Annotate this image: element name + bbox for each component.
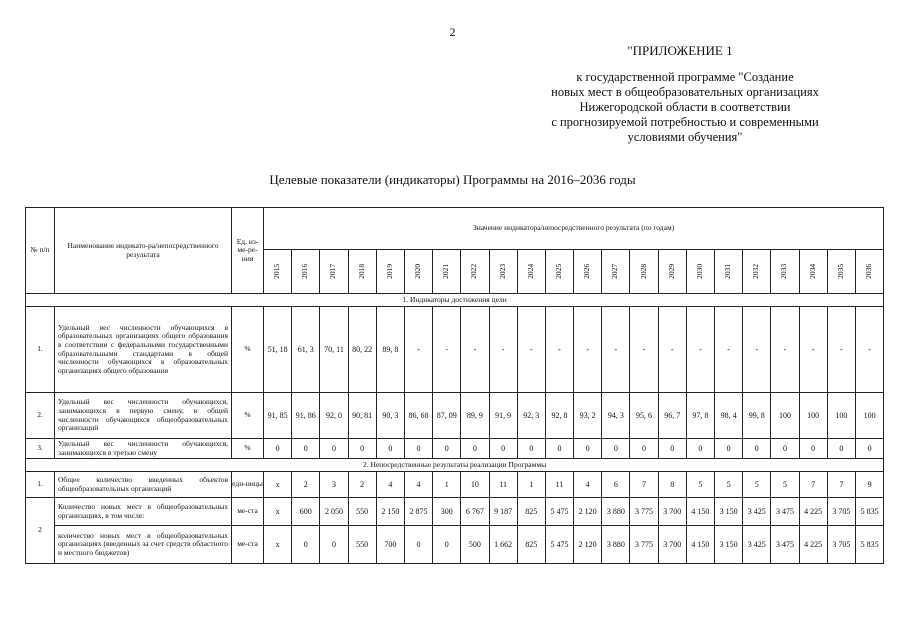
value-cell: 0 <box>433 526 461 564</box>
value-cell: 3 775 <box>630 526 658 564</box>
year-header <box>320 250 348 294</box>
value-cell: 5 <box>771 472 799 498</box>
year-label: 2036 <box>864 264 874 279</box>
year-header <box>771 250 799 294</box>
value-cell: 100 <box>855 393 883 439</box>
value-cell: 0 <box>517 439 545 459</box>
value-cell: 0 <box>292 526 320 564</box>
unit-cell: ме-ста <box>232 526 264 564</box>
value-cell: - <box>489 307 517 393</box>
value-cell: 2 150 <box>376 498 404 526</box>
year-label: 2032 <box>751 264 761 279</box>
year-header <box>630 250 658 294</box>
value-cell: 3 705 <box>827 498 855 526</box>
year-header <box>658 250 686 294</box>
value-cell: 0 <box>264 439 292 459</box>
year-header <box>376 250 404 294</box>
year-header <box>602 250 630 294</box>
year-label: 2015 <box>272 264 282 279</box>
value-cell: 550 <box>348 498 376 526</box>
value-cell: 0 <box>433 439 461 459</box>
value-cell: 98, 4 <box>715 393 743 439</box>
year-label: 2019 <box>385 264 395 279</box>
table-row <box>26 472 884 498</box>
value-cell: 0 <box>771 439 799 459</box>
table-row <box>26 498 884 526</box>
indicator-name: Удельный вес численности обучающихся, занимающихся в третью смену <box>55 439 232 459</box>
value-cell: 2 050 <box>320 498 348 526</box>
section-title: 1. Индикаторы достижения цели <box>26 294 884 307</box>
value-cell: 0 <box>686 439 714 459</box>
value-cell: 10 <box>461 472 489 498</box>
value-cell: 825 <box>517 526 545 564</box>
year-header <box>264 250 292 294</box>
year-header <box>517 250 545 294</box>
indicator-name: количество новых мест в общеобразовательных организациях (введенных за счет средств областного и местного бюджетов) <box>55 526 232 564</box>
year-label: 2020 <box>413 264 423 279</box>
unit-cell: еди-ницы <box>232 472 264 498</box>
value-cell: 0 <box>461 439 489 459</box>
value-cell: 600 <box>292 498 320 526</box>
header-row <box>26 208 884 250</box>
value-cell: 92, 8 <box>545 393 573 439</box>
value-cell: 3 705 <box>827 526 855 564</box>
value-cell: - <box>602 307 630 393</box>
indicator-name: Удельный вес численности обучающихся, занимающихся в первую смену, в общей численности обучающихся общеобразовательных организаций <box>55 393 232 439</box>
value-cell: 70, 11 <box>320 307 348 393</box>
value-cell: 1 <box>517 472 545 498</box>
value-cell: 0 <box>320 439 348 459</box>
value-cell: - <box>855 307 883 393</box>
year-header <box>686 250 714 294</box>
value-cell: 89, 9 <box>461 393 489 439</box>
value-cell: - <box>827 307 855 393</box>
value-cell: 92, 0 <box>320 393 348 439</box>
value-cell: 7 <box>827 472 855 498</box>
value-cell: 5 835 <box>855 526 883 564</box>
value-cell: 80, 22 <box>348 307 376 393</box>
value-cell: - <box>743 307 771 393</box>
appendix-line: к государственной программе "Создание <box>576 70 794 84</box>
value-cell: 5 475 <box>545 526 573 564</box>
value-cell: 6 767 <box>461 498 489 526</box>
value-cell: 9 <box>855 472 883 498</box>
value-cell: 92, 3 <box>517 393 545 439</box>
year-label: 2029 <box>666 264 676 279</box>
value-cell: 11 <box>545 472 573 498</box>
value-cell: 0 <box>320 526 348 564</box>
year-label: 2021 <box>441 264 451 279</box>
year-header <box>489 250 517 294</box>
value-cell: 3 475 <box>771 498 799 526</box>
value-cell: 4 225 <box>799 526 827 564</box>
value-cell: 3 700 <box>658 526 686 564</box>
appendix-subtitle <box>500 70 870 145</box>
indicator-name: Количество новых мест в общеобразовательных организациях, в том числе: <box>55 498 232 526</box>
value-cell: 0 <box>376 439 404 459</box>
value-cell: 0 <box>743 439 771 459</box>
value-cell: - <box>574 307 602 393</box>
value-cell: 7 <box>630 472 658 498</box>
value-cell: 5 <box>686 472 714 498</box>
value-cell: 96, 7 <box>658 393 686 439</box>
value-cell: 5 <box>743 472 771 498</box>
value-cell: - <box>517 307 545 393</box>
value-cell: 3 425 <box>743 498 771 526</box>
year-header <box>461 250 489 294</box>
section-row <box>26 294 884 307</box>
value-cell: 9 187 <box>489 498 517 526</box>
appendix-line: Нижегородской области в соответствии <box>579 100 791 114</box>
year-header <box>855 250 883 294</box>
value-cell: 2 <box>292 472 320 498</box>
year-header <box>827 250 855 294</box>
table-row <box>26 307 884 393</box>
year-header <box>743 250 771 294</box>
value-cell: 4 <box>376 472 404 498</box>
value-cell: 95, 6 <box>630 393 658 439</box>
value-cell: 0 <box>292 439 320 459</box>
year-label: 2022 <box>469 264 479 279</box>
value-cell: 100 <box>771 393 799 439</box>
value-cell: 5 <box>715 472 743 498</box>
table-row <box>26 439 884 459</box>
value-cell: 0 <box>545 439 573 459</box>
value-cell: 11 <box>489 472 517 498</box>
year-label: 2028 <box>638 264 648 279</box>
value-cell: 3 775 <box>630 498 658 526</box>
value-cell: 2 875 <box>404 498 432 526</box>
year-header <box>348 250 376 294</box>
value-cell: 5 835 <box>855 498 883 526</box>
section-title: 2. Непосредственные результаты реализации Программы <box>26 459 884 472</box>
year-label: 2027 <box>610 264 620 279</box>
year-header <box>292 250 320 294</box>
indicator-name: Общее количество введенных объектов общеобразовательных организаций <box>55 472 232 498</box>
col-number-header: № п/п <box>26 208 55 294</box>
value-cell: 500 <box>461 526 489 564</box>
year-label: 2026 <box>582 264 592 279</box>
value-cell: 0 <box>348 439 376 459</box>
value-cell: 0 <box>630 439 658 459</box>
unit-cell: % <box>232 439 264 459</box>
value-cell: 0 <box>827 439 855 459</box>
value-cell: 4 150 <box>686 526 714 564</box>
value-cell: 0 <box>574 439 602 459</box>
value-cell: 825 <box>517 498 545 526</box>
value-cell: x <box>264 472 292 498</box>
value-cell: 3 700 <box>658 498 686 526</box>
year-header <box>545 250 573 294</box>
value-cell: - <box>799 307 827 393</box>
year-label: 2018 <box>356 264 366 279</box>
value-cell: 700 <box>376 526 404 564</box>
value-cell: 93, 2 <box>574 393 602 439</box>
value-cell: 94, 3 <box>602 393 630 439</box>
value-cell: 3 150 <box>715 498 743 526</box>
table-row <box>26 393 884 439</box>
value-cell: 91, 9 <box>489 393 517 439</box>
value-cell: 90, 3 <box>376 393 404 439</box>
value-cell: 97, 8 <box>686 393 714 439</box>
year-header <box>574 250 602 294</box>
value-cell: 61, 3 <box>292 307 320 393</box>
value-cell: 5 475 <box>545 498 573 526</box>
value-cell: 1 662 <box>489 526 517 564</box>
year-label: 2031 <box>723 264 733 279</box>
value-cell: - <box>686 307 714 393</box>
document-title: Целевые показатели (индикаторы) Программы на 2016–2036 годы <box>269 172 636 187</box>
unit-cell: % <box>232 393 264 439</box>
year-header <box>404 250 432 294</box>
value-cell: 89, 8 <box>376 307 404 393</box>
col-name-header: Наименование индикато-ра/непосредственного результата <box>55 208 232 294</box>
value-cell: 0 <box>404 439 432 459</box>
year-label: 2024 <box>525 264 535 279</box>
value-cell: 8 <box>658 472 686 498</box>
value-cell: 0 <box>855 439 883 459</box>
value-cell: 90, 81 <box>348 393 376 439</box>
row-number: 3. <box>26 439 55 459</box>
year-label: 2016 <box>300 264 310 279</box>
value-cell: 3 880 <box>602 498 630 526</box>
unit-cell: % <box>232 307 264 393</box>
value-cell: 2 120 <box>574 526 602 564</box>
value-cell: - <box>404 307 432 393</box>
value-cell: 0 <box>658 439 686 459</box>
value-cell: x <box>264 498 292 526</box>
value-cell: 86, 68 <box>404 393 432 439</box>
value-cell: 2 120 <box>574 498 602 526</box>
value-cell: 91, 86 <box>292 393 320 439</box>
year-label: 2017 <box>328 264 338 279</box>
value-cell: 99, 8 <box>743 393 771 439</box>
value-cell: 0 <box>602 439 630 459</box>
year-header <box>799 250 827 294</box>
value-cell: 4 150 <box>686 498 714 526</box>
indicators-table <box>25 207 884 564</box>
value-cell: x <box>264 526 292 564</box>
value-cell: 1 <box>433 472 461 498</box>
row-number: 2 <box>26 498 55 564</box>
value-cell: - <box>545 307 573 393</box>
value-cell: 100 <box>827 393 855 439</box>
unit-cell: ме-ста <box>232 498 264 526</box>
col-unit-header: Ед. из-ме-ре-ния <box>232 208 264 294</box>
table-row <box>26 526 884 564</box>
year-label: 2033 <box>779 264 789 279</box>
value-cell: - <box>630 307 658 393</box>
row-number: 1. <box>26 472 55 498</box>
value-cell: 4 <box>574 472 602 498</box>
year-label: 2034 <box>807 264 817 279</box>
indicator-name: Удельный вес численности обучающихся в образовательных организациях общего образования в соответствии с федеральными государственными образовательными стандартами в общей численности обучающихся в образовательных организациях общего образования <box>55 307 232 393</box>
appendix-line: с прогнозируемой потребностью и современными <box>551 115 819 129</box>
value-cell: 3 <box>320 472 348 498</box>
value-cell: 87, 09 <box>433 393 461 439</box>
value-cell: - <box>433 307 461 393</box>
col-values-header: Значение индикатора/непосредственного результата (по годам) <box>264 208 884 250</box>
appendix-title: "ПРИЛОЖЕНИЕ 1 <box>627 43 733 58</box>
value-cell: 3 475 <box>771 526 799 564</box>
value-cell: 2 <box>348 472 376 498</box>
row-number: 2. <box>26 393 55 439</box>
value-cell: - <box>771 307 799 393</box>
value-cell: 100 <box>799 393 827 439</box>
value-cell: 51, 18 <box>264 307 292 393</box>
value-cell: - <box>715 307 743 393</box>
page-number: 2 <box>449 25 456 39</box>
value-cell: 91, 85 <box>264 393 292 439</box>
year-label: 2035 <box>836 264 846 279</box>
value-cell: 7 <box>799 472 827 498</box>
year-header <box>433 250 461 294</box>
value-cell: 3 150 <box>715 526 743 564</box>
value-cell: 300 <box>433 498 461 526</box>
value-cell: 0 <box>715 439 743 459</box>
value-cell: 0 <box>489 439 517 459</box>
value-cell: - <box>461 307 489 393</box>
value-cell: 3 425 <box>743 526 771 564</box>
value-cell: 4 <box>404 472 432 498</box>
value-cell: 0 <box>799 439 827 459</box>
year-label: 2025 <box>554 264 564 279</box>
value-cell: 550 <box>348 526 376 564</box>
value-cell: 0 <box>404 526 432 564</box>
row-number: 1. <box>26 307 55 393</box>
value-cell: - <box>658 307 686 393</box>
year-header <box>715 250 743 294</box>
section-row <box>26 459 884 472</box>
value-cell: 6 <box>602 472 630 498</box>
appendix-line: новых мест в общеобразовательных организациях <box>551 85 819 99</box>
year-label: 2023 <box>497 264 507 279</box>
value-cell: 3 880 <box>602 526 630 564</box>
year-label: 2030 <box>695 264 705 279</box>
appendix-line: условиями обучения" <box>627 130 743 144</box>
value-cell: 4 225 <box>799 498 827 526</box>
